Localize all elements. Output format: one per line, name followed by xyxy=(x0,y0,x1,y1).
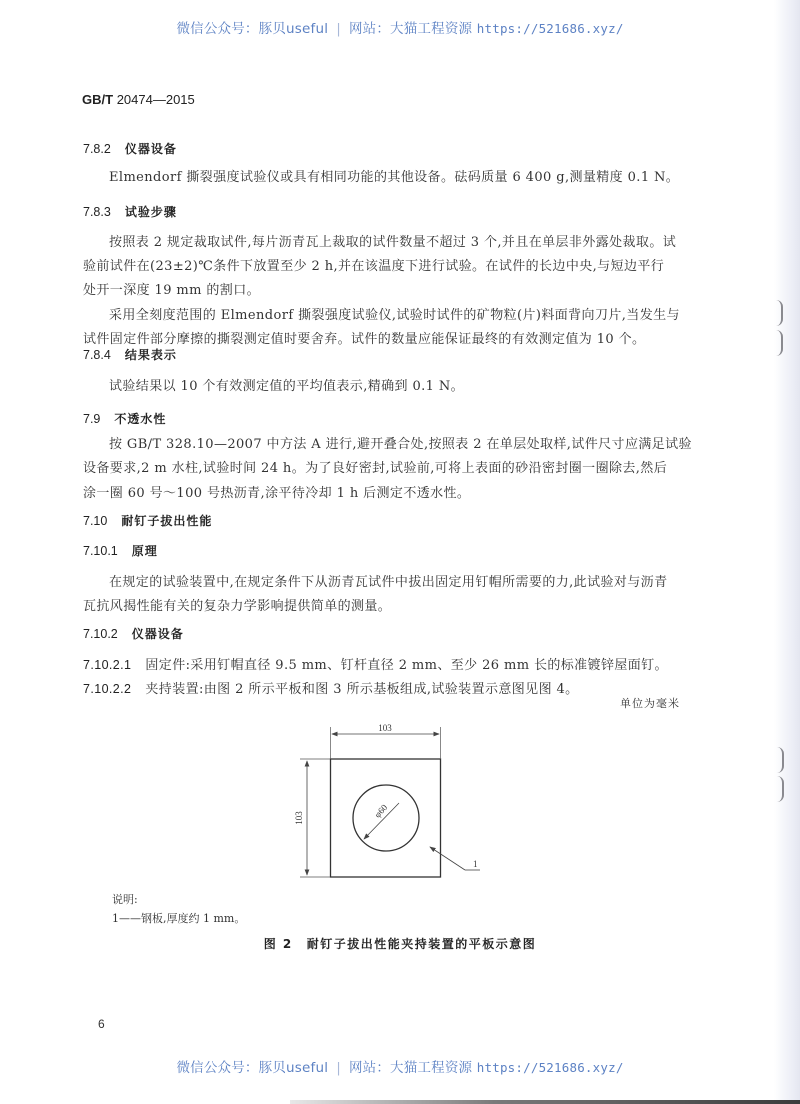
binder-hole-mark xyxy=(777,776,784,802)
figure-caption-text: 耐钉子拔出性能夹持装置的平板示意图 xyxy=(306,937,537,951)
section-heading-7-8-3 xyxy=(83,203,177,220)
section-title: 原理 xyxy=(131,544,158,558)
section-heading-7-9 xyxy=(83,410,166,427)
standard-number: 20474—2015 xyxy=(116,92,195,107)
section-heading-7-10 xyxy=(83,512,212,529)
paragraph-line: 按 GB/T 328.10—2007 中方法 A 进行,避开叠合处,按照表 2 在单层处取样,试件尺寸应满足试验 xyxy=(109,437,692,452)
watermark-url[interactable]: https://521686.xyz/ xyxy=(476,21,624,36)
paragraph-line: 在规定的试验装置中,在规定条件下从沥青瓦试件中拔出固定用钉帽所需要的力,此试验对与沥青 xyxy=(109,575,668,590)
paragraph-line: 试验结果以 10 个有效测定值的平均值表示,精确到 0.1 N。 xyxy=(109,379,465,394)
section-number: 7.10 xyxy=(83,514,108,528)
watermark-wechat: 微信公众号：豚贝useful xyxy=(176,21,329,37)
paragraph-line: 试件固定件部分摩擦的撕裂测定值时要舍弃。试件的数量应能保证最终的有效测定值为 10 个。 xyxy=(83,332,646,347)
callout-number: 1 xyxy=(473,859,478,869)
section-title: 结果表示 xyxy=(124,348,177,362)
section-number: 7.9 xyxy=(83,412,101,426)
hole-diameter-label: φ60 xyxy=(372,802,390,820)
binder-hole-mark xyxy=(777,747,784,773)
section-title: 不透水性 xyxy=(114,412,167,426)
watermark-separator: | xyxy=(336,1060,341,1076)
section-number: 7.8.2 xyxy=(83,142,111,156)
watermark-top xyxy=(0,17,800,37)
clause-text: 固定件:采用钉帽直径 9.5 mm、钉杆直径 2 mm、至少 26 mm 长的标准镀锌屋面钉。 xyxy=(145,658,668,673)
standard-prefix: GB/T xyxy=(82,92,114,107)
section-heading-7-8-4 xyxy=(83,346,177,363)
page-number: 6 xyxy=(98,1017,105,1031)
section-number: 7.10.1 xyxy=(83,544,118,558)
watermark-separator: | xyxy=(336,21,341,37)
binder-hole-mark xyxy=(776,330,783,356)
figure-caption xyxy=(0,935,800,952)
binder-hole-mark xyxy=(776,300,783,326)
plate-outline xyxy=(331,759,441,877)
section-heading-7-10-2 xyxy=(83,625,184,642)
section-title: 仪器设备 xyxy=(131,627,184,641)
watermark-bottom xyxy=(0,1056,800,1076)
paragraph-line: 按照表 2 规定裁取试件,每片沥青瓦上裁取的试件数量不超过 3 个,并且在单层非外露处裁取。试 xyxy=(109,235,677,250)
clause-number: 7.10.2.1 xyxy=(83,658,132,672)
width-dimension-label: 103 xyxy=(378,723,392,733)
watermark-wechat: 微信公众号：豚贝useful xyxy=(176,1060,329,1076)
clause-7-10-2-1 xyxy=(83,654,703,673)
watermark-site: 网站：大猫工程资源 xyxy=(348,1060,473,1076)
figure-caption-label: 图 2 xyxy=(263,937,293,951)
paragraph-line: 瓦抗风揭性能有关的复杂力学影响提供简单的测量。 xyxy=(83,599,392,614)
scan-bottom-shadow xyxy=(290,1100,800,1104)
section-title: 仪器设备 xyxy=(124,142,177,156)
unit-note: 单位为毫米 xyxy=(620,697,680,710)
clause-7-10-2-2 xyxy=(83,678,703,697)
paragraph-line: 处开一深度 19 mm 的割口。 xyxy=(83,283,260,298)
watermark-url[interactable]: https://521686.xyz/ xyxy=(476,1060,624,1075)
paragraph-line: 采用全刻度范围的 Elmendorf 撕裂强度试验仪,试验时试件的矿物粒(片)料面背向刀片,当发生与 xyxy=(109,308,680,323)
section-heading-7-8-2 xyxy=(83,140,177,157)
section-heading-7-10-1 xyxy=(83,542,158,559)
center-hole xyxy=(353,785,419,851)
section-number: 7.8.4 xyxy=(83,348,111,362)
paragraph-line: 设备要求,2 m 水柱,试验时间 24 h。为了良好密封,试验前,可将上表面的砂沿密封圈一圈除去,然后 xyxy=(83,461,668,476)
figure-2-plate-drawing xyxy=(280,715,500,895)
paragraph-line: 验前试件在(23±2)℃条件下放置至少 2 h,并在该温度下进行试验。在试件的长边中央,与短边平行 xyxy=(83,259,665,274)
legend-title: 说明: xyxy=(112,893,138,906)
watermark-site: 网站：大猫工程资源 xyxy=(348,21,473,37)
section-number: 7.8.3 xyxy=(83,205,111,219)
callout-leader xyxy=(430,847,465,870)
standard-code xyxy=(82,92,195,107)
section-number: 7.10.2 xyxy=(83,627,118,641)
paragraph-line: Elmendorf 撕裂强度试验仪或具有相同功能的其他设备。砝码质量 6 400 g,测量精度 0.1 N。 xyxy=(109,170,680,185)
legend-item: 1——钢板,厚度约 1 mm。 xyxy=(112,912,246,925)
section-title: 耐钉子拔出性能 xyxy=(121,514,213,528)
clause-number: 7.10.2.2 xyxy=(83,682,132,696)
paragraph-line: 涂一圈 60 号～100 号热沥青,涂平待冷却 1 h 后测定不透水性。 xyxy=(83,486,471,501)
clause-text: 夹持装置:由图 2 所示平板和图 3 所示基板组成,试验装置示意图见图 4。 xyxy=(145,682,579,697)
height-dimension-label: 103 xyxy=(294,811,304,825)
section-title: 试验步骤 xyxy=(124,205,177,219)
